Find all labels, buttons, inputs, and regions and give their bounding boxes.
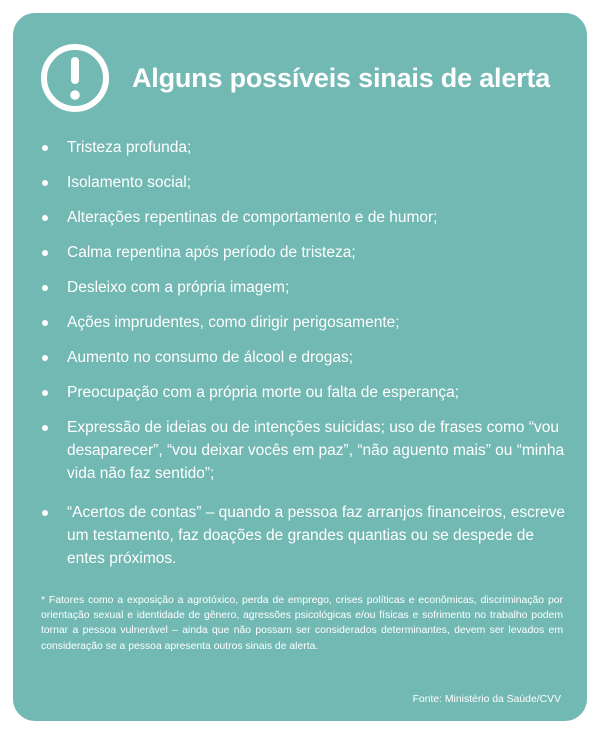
list-item [41, 136, 569, 159]
bullet-dot [42, 355, 48, 361]
bullet-dot [42, 425, 48, 431]
list-item [41, 171, 569, 194]
list-item-text: Aumento no consumo de álcool e drogas; [67, 349, 354, 366]
warning-signs-list [41, 136, 569, 582]
bullet-dot [42, 510, 48, 516]
bullet-dot [42, 285, 48, 291]
list-item-text: Calma repentina após período de tristeza; [67, 244, 356, 261]
list-item-text: Ações imprudentes, como dirigir perigosamente; [67, 314, 400, 331]
source-credit: Fonte: Ministério da Saúde/CVV [412, 694, 561, 705]
list-item-text: Alterações repentinas de comportamento e de humor; [67, 209, 438, 226]
card-title: Alguns possíveis sinais de alerta [132, 62, 551, 93]
card-header [40, 41, 550, 115]
bullet-dot [42, 390, 48, 396]
list-item-text: Desleixo com a própria imagem; [67, 279, 290, 296]
list-item-text: “Acertos de contas” – quando a pessoa faz arranjos financeiros, escreve um testamento, faz doações de grandes quantias ou se despede de entes próximos. [67, 504, 565, 567]
footnote: * Fatores como a exposição a agrotóxico, perda de emprego, crises políticas e econômicas, discriminação por orientação sexual e identidade de gênero, agressões psicológicas e/ou físicas e sofrimento no trabalho podem tornar a pessoa vulnerável – ainda que não possam ser considerados determinantes, devem ser levados em consideração se a pessoa apresenta outros sinais de alerta. [41, 595, 563, 652]
list-item-text: Expressão de ideias ou de intenções suicidas; uso de frases como “vou desaparecer”, “vou deixar vocês em paz”, “não aguento mais” ou “minha vida não faz sentido”; [67, 419, 565, 482]
list-item-text: Preocupação com a própria morte ou falta de esperança; [67, 384, 460, 401]
bullet-dot [42, 215, 48, 221]
bullet-dot [42, 180, 48, 186]
list-item [41, 276, 569, 299]
list-item [41, 416, 569, 485]
list-item [41, 206, 569, 229]
bullet-dot [42, 250, 48, 256]
list-item [41, 381, 569, 404]
list-item [41, 346, 569, 369]
list-item [41, 241, 569, 264]
list-item [41, 311, 569, 334]
bullet-dot [42, 320, 48, 326]
bullet-dot [42, 145, 48, 151]
list-item-text: Isolamento social; [67, 174, 192, 191]
list-item-text: Tristeza profunda; [67, 139, 192, 156]
warning-signs-card [13, 13, 587, 721]
exclamation-circle-icon [40, 43, 110, 113]
list-item [41, 501, 569, 570]
